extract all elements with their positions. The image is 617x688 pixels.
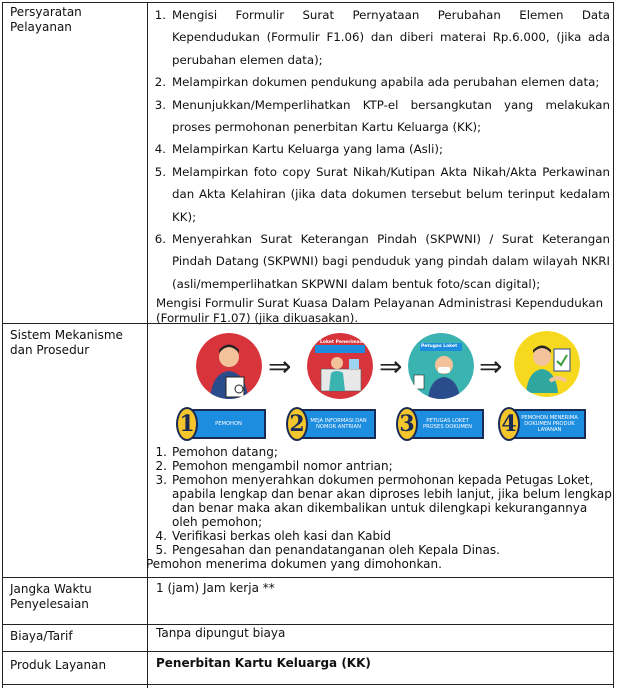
step-badge: MEJA INFORMASI DAN NOMOR ANTRIAN (294, 409, 376, 439)
list-item: 5. Melampirkan foto copy Surat Nikah/Kutipan Akta Nikah/Akta Perkawinan dan Akta Kelahiran (jika data dokumen tersebut belum terinput kedalam KK); (154, 164, 610, 224)
row-border (2, 577, 614, 578)
step-badge: PETUGAS LOKET PROSES DOKUMEN (404, 409, 484, 439)
jangka-value: 1 (jam) Jam kerja ** (156, 581, 275, 595)
column-border (147, 2, 148, 688)
list-item: 3. Menunjukkan/Memperlihatkan KTP-el bersangkutan yang melakukan proses permohonan penerbitan Kartu Keluarga (KK); (154, 97, 610, 135)
row-border (2, 684, 614, 685)
list-item: 1. Pemohon datang; (155, 445, 278, 459)
flow-arrow-icon: ⇒ (379, 350, 403, 383)
flow-arrow-icon: ⇒ (479, 350, 503, 383)
list-item: 6. Menyerahkan Surat Keterangan Pindah (SKPWNI) / Surat Keterangan Pindah Datang (SKPWNI) bagi penduduk yang pindah dalam wilayah NKRI (asli/memperlihatkan SKPWNI dalam bentuk foto/scan digital); (154, 232, 610, 291)
list-item: 4. Melampirkan Kartu Keluarga yang lama (Asli); (154, 142, 443, 157)
flow-arrow-icon: ⇒ (268, 350, 292, 383)
procedure-list (146, 445, 612, 571)
list-item: 3. Pemohon menyerahkan dokumen permohonan kepada Petugas Loket, apabila lengkap dan benar akan diproses lebih lanjut, jika belum lengkap dan benar maka akan dikembalikan untuk dilengkapi kekurangannya oleh pemohon; (155, 473, 612, 529)
list-item: 2. Melampirkan dokumen pendukung apabila ada perubahan elemen data; (154, 75, 600, 90)
list-item: 4. Verifikasi berkas oleh kasi dan Kabid (155, 529, 392, 543)
counter-officer-illustration (408, 333, 474, 399)
procedure-tail: Pemohon menerima dokumen yang dimohonkan. (146, 557, 442, 571)
biaya-label: Biaya/Tarif (10, 629, 73, 643)
sistem-label: Sistem Mekanisme dan Prosedur (10, 328, 123, 357)
produk-value: Penerbitan Kartu Keluarga (KK) (156, 656, 371, 670)
produk-label: Produk Layanan (10, 658, 107, 672)
document-received-illustration (514, 331, 580, 397)
biaya-value: Tanpa dipungut biaya (156, 626, 286, 640)
officer-sign: Petugas Loket (421, 344, 458, 349)
procedure-flow-diagram (150, 327, 610, 445)
jangka-label: Jangka Waktu Penyelesaian (10, 582, 92, 611)
desk-sign: Loket Penerimaan (320, 340, 366, 345)
step-number: 2 (286, 407, 308, 441)
step-badge: PEMOHON (184, 409, 266, 439)
persyaratan-tail: Mengisi Formulir Surat Kuasa Dalam Pelayanan Administrasi Kependudukan (Formulir F1.07) (jika dikuasakan). (156, 296, 604, 326)
step-number: 3 (396, 407, 418, 441)
step-badge: PEMOHON MENERIMA DOKUMEN PRODUK LAYANAN (506, 409, 586, 439)
column-border (2, 2, 3, 688)
step-number: 1 (176, 407, 198, 441)
list-item: 2. Pemohon mengambil nomor antrian; (155, 459, 393, 473)
list-item: 5. Pengesahan dan penandatanganan oleh Kepala Dinas. (155, 543, 500, 557)
list-item: 1. Mengisi Formulir Surat Pernyataan Perubahan Elemen Data Kependudukan (Formulir F1.06) dan diberi materai Rp.6.000, (jika ada perubahan elemen data); (154, 8, 610, 67)
applicant-illustration (196, 333, 262, 399)
step-number: 4 (498, 407, 520, 441)
column-border (613, 2, 614, 688)
row-border (2, 2, 614, 3)
row-border (2, 624, 614, 625)
persyaratan-list (150, 4, 610, 326)
row-border (2, 651, 614, 652)
persyaratan-label: Persyaratan Pelayanan (10, 5, 82, 34)
